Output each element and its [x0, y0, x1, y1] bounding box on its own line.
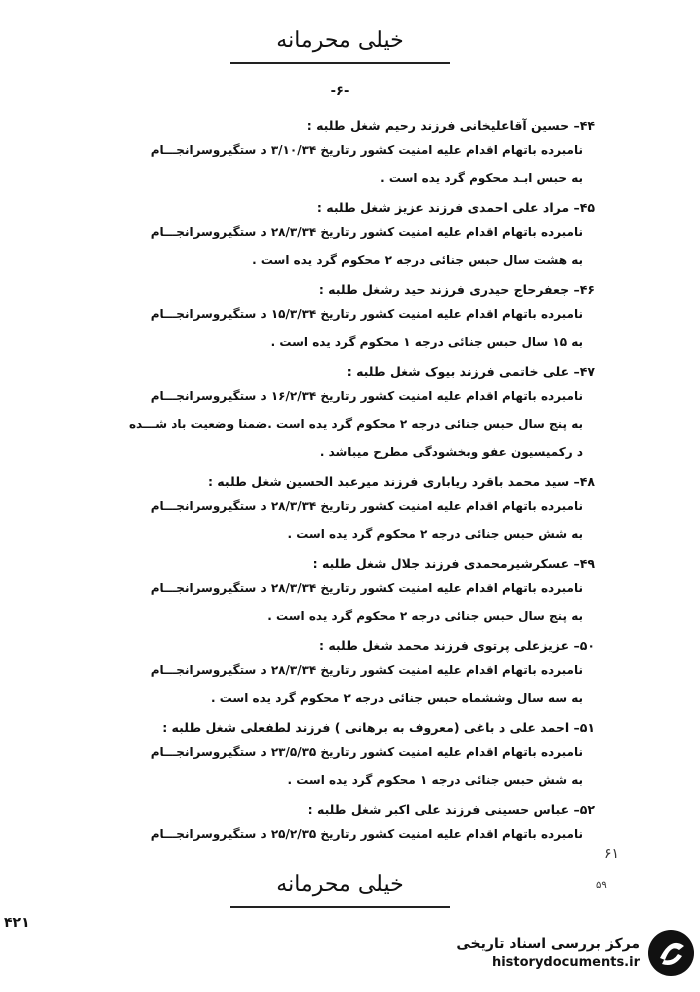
record-entry — [30, 116, 595, 192]
record-entry — [30, 800, 595, 848]
record-entry — [30, 280, 595, 356]
record-heading: ۴۶– جعفرحاج حیدری فرزند حید رشغل طلبه : — [318, 282, 595, 297]
record-text-line: نامبرده باتهام اقدام علیه امنیت کشور رتاریخ ۱۶/۲/۳۴ د ستگیروسرانجـــام — [150, 389, 583, 403]
record-entry — [30, 718, 595, 794]
record-text-line: به حبس ابـد محکوم گرد یده است . — [380, 171, 583, 185]
record-text-line: د رکمیسیون عفو وبخشودگی مطرح میباشد . — [319, 445, 583, 459]
folio-number: ۴۲۱ — [4, 915, 30, 931]
archive-name: مرکز بررسی اسناد تاریخی — [456, 936, 640, 952]
record-text-line: به شش حبس جنائی درجه ۱ محکوم گرد یده است . — [287, 773, 583, 787]
archive-logo-icon — [646, 928, 696, 978]
record-text-line: نامبرده باتهام اقدام علیه امنیت کشور رتاریخ ۲۸/۳/۳۴ د ستگیروسرانجـــام — [150, 581, 583, 595]
record-heading: ۴۷– علی خاتمی فرزند بیوک شغل طلبه : — [346, 364, 595, 379]
record-text-line: به هشت سال حبس جنائی درجه ۲ محکوم گرد یده است . — [252, 253, 583, 267]
record-text-line: نامبرده باتهام اقدام علیه امنیت کشور رتاریخ ۲۸/۳/۳۴ د ستگیروسرانجـــام — [150, 499, 583, 513]
record-entry — [30, 636, 595, 712]
record-heading: ۴۸– سید محمد باقرد ریاباری فرزند میرعبد الحسین شغل طلبه : — [207, 474, 595, 489]
record-text-line: نامبرده باتهام اقدام علیه امنیت کشور رتاریخ ۲۸/۳/۳۴ د ستگیروسرانجـــام — [150, 225, 583, 239]
record-text-line: نامبرده باتهام اقدام علیه امنیت کشور رتاریخ ۲۵/۲/۳۵ د ستگیروسرانجـــام — [150, 827, 583, 841]
record-entry — [30, 362, 595, 466]
record-text-line: به ۱۵ سال حبس جنائی درجه ۱ محکوم گرد یده است . — [270, 335, 583, 349]
record-entry — [30, 472, 595, 548]
classification-stamp-bottom: خیلی محرمانه — [230, 866, 450, 908]
record-entry — [30, 198, 595, 274]
archive-watermark — [446, 920, 696, 986]
record-text-line: نامبرده باتهام اقدام علیه امنیت کشور رتاریخ ۲۸/۳/۳۴ د ستگیروسرانجـــام — [150, 663, 583, 677]
record-text-line: به پنج سال حبس جنائی درجه ۲ محکوم گرد یده است .ضمنا وضعیت باد شـــده — [128, 417, 583, 431]
margin-note: ۶۱ — [604, 846, 620, 862]
record-text-line: به پنج سال حبس جنائی درجه ۲ محکوم گرد یده است . — [267, 609, 583, 623]
margin-note: ۵۹ — [596, 880, 607, 891]
record-heading: ۵۱– احمد علی د باغی (معروف به برهانی ) فرزند لطفعلی شغل طلبه : — [162, 720, 595, 735]
record-heading: ۴۹– عسکرشیرمحمدی فرزند جلال شغل طلبه : — [312, 556, 595, 571]
record-entry — [30, 554, 595, 630]
record-text-line: به شش حبس جنائی درجه ۲ محکوم گرد یده است . — [287, 527, 583, 541]
record-heading: ۴۵– مراد علی احمدی فرزند عزیز شغل طلبه : — [316, 200, 595, 215]
record-text-line: نامبرده باتهام اقدام علیه امنیت کشور رتاریخ ۱۵/۳/۳۴ د ستگیروسرانجـــام — [150, 307, 583, 321]
record-text-line: نامبرده باتهام اقدام علیه امنیت کشور رتاریخ ۲۳/۵/۳۵ د ستگیروسرانجـــام — [150, 745, 583, 759]
record-text-line: به سه سال وششماه حبس جنائی درجه ۲ محکوم گرد یده است . — [210, 691, 583, 705]
classification-stamp-top: خیلی محرمانه — [230, 22, 450, 64]
record-heading: ۴۴– حسین آقاعلیخانی فرزند رحیم شغل طلبه : — [306, 118, 595, 133]
record-text-line: نامبرده باتهام اقدام علیه امنیت کشور رتاریخ ۳/۱۰/۳۴ د ستگیروسرانجـــام — [150, 143, 583, 157]
entries-list — [30, 116, 595, 854]
archive-url: historydocuments.ir — [491, 955, 640, 970]
record-heading: ۵۲– عباس حسینی فرزند علی اکبر شغل طلبه : — [307, 802, 595, 817]
page-number: -۶- — [330, 84, 350, 99]
record-heading: ۵۰– عزیزعلی پرتوی فرزند محمد شغل طلبه : — [319, 638, 595, 653]
